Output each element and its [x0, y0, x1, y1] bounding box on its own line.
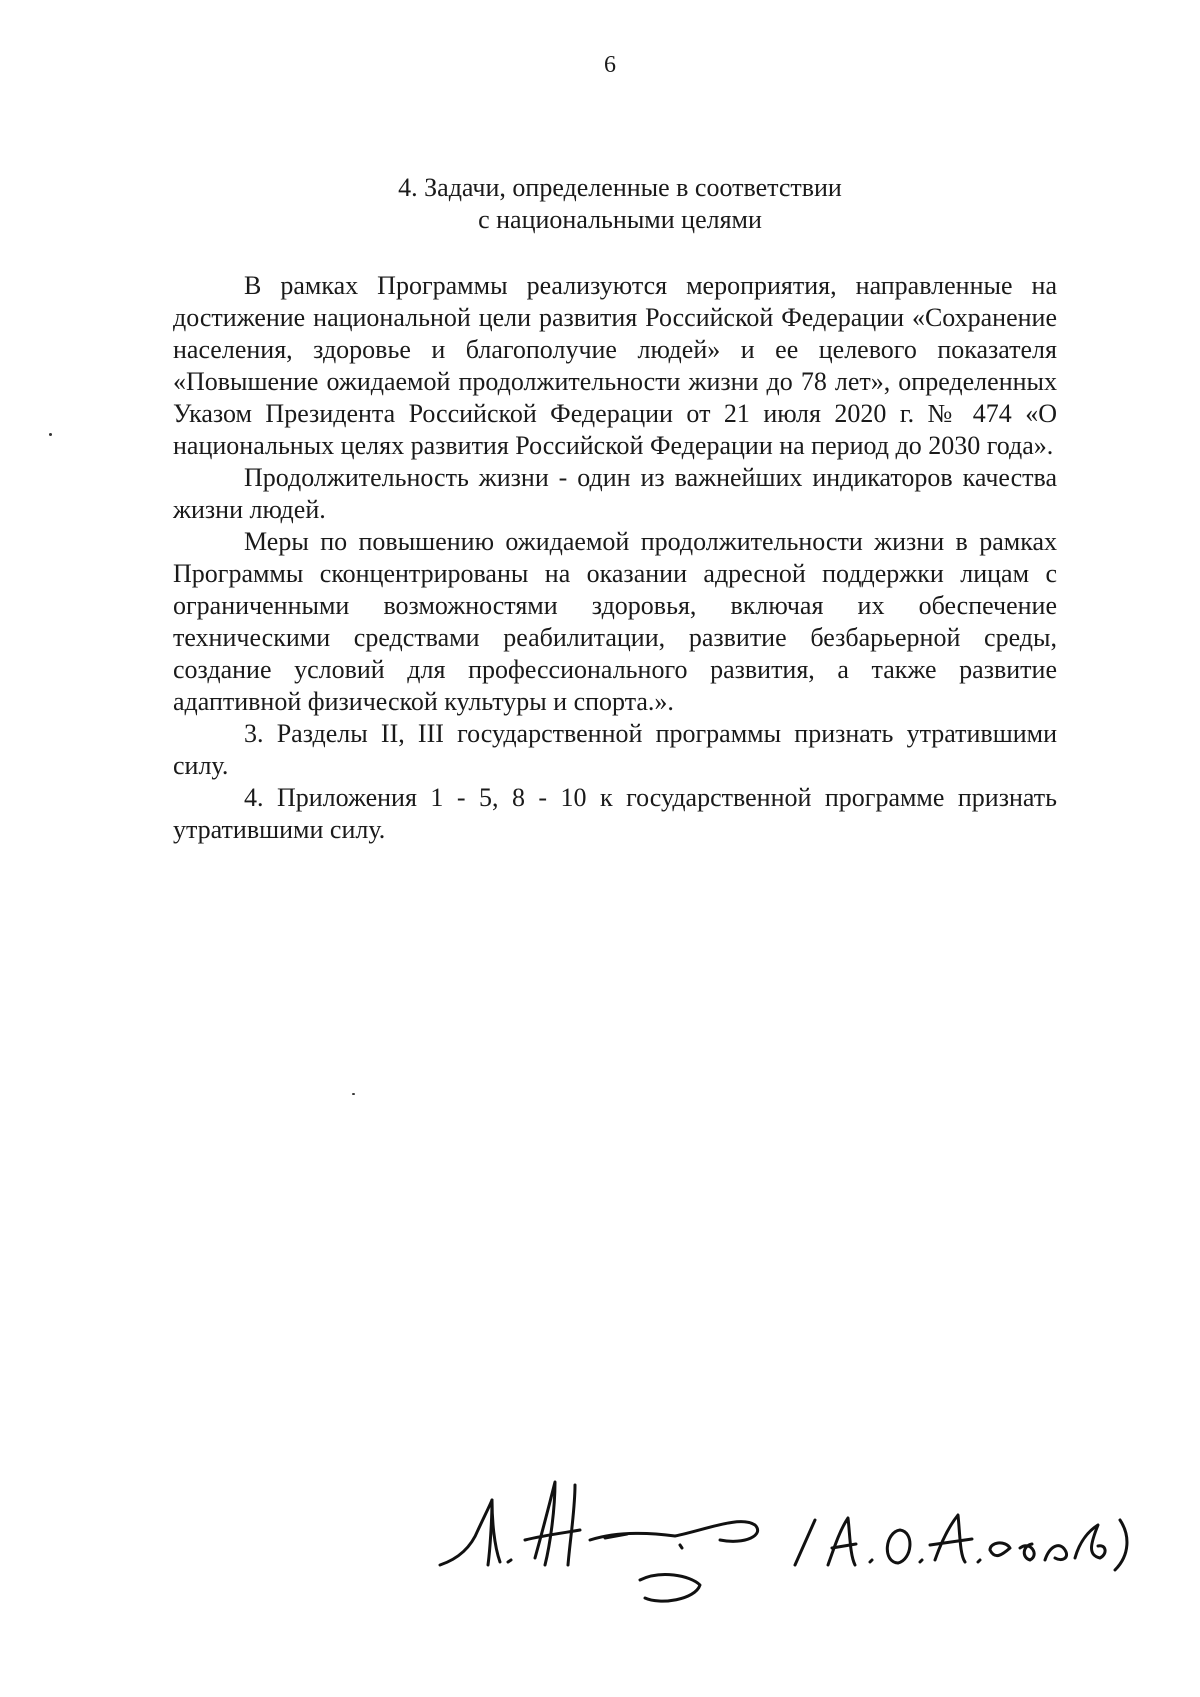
paragraph-sections-void: 3. Разделы II, III государственной программы признать утратившими силу. [173, 719, 1057, 780]
scan-speck [49, 433, 52, 436]
body-text [173, 270, 1057, 846]
signature [430, 1470, 1200, 1620]
section-heading-line-1: 4. Задачи, определенные в соответствии [398, 173, 842, 202]
paragraph-measures: Меры по повышению ожидаемой продолжительности жизни в рамках Программы сконцентрированы на оказании адресной поддержки лицам с ограниченными возможностями здоровья, включая их обеспечение техническими средствами реабилитации, развитие безбарьерной среды, создание условий для профессионального развития, а также развитие адаптивной физической культуры и спорта.». [173, 527, 1057, 716]
handwritten-signature [430, 1470, 1200, 1620]
section-heading-line-2: с национальными целями [478, 205, 762, 234]
page-number: 6 [604, 52, 616, 78]
scan-speck [352, 1093, 355, 1095]
paragraph-appendices-void: 4. Приложения 1 - 5, 8 - 10 к государственной программе признать утратившими силу. [173, 783, 1057, 844]
section-heading [0, 172, 1200, 236]
paragraph-program-goals: В рамках Программы реализуются мероприятия, направленные на достижение национальной цели развития Российской Федерации «Сохранение населения, здоровье и благополучие людей» и ее целевого показателя «Повышение ожидаемой продолжительности жизни до 78 лет», определенных Указом Президента Российской Федерации от 21 июля 2020 г. № 474 «О национальных целях развития Российской Федерации на период до 2030 года». [173, 271, 1057, 460]
paragraph-life-expectancy: Продолжительность жизни - один из важнейших индикаторов качества жизни людей. [173, 463, 1057, 524]
